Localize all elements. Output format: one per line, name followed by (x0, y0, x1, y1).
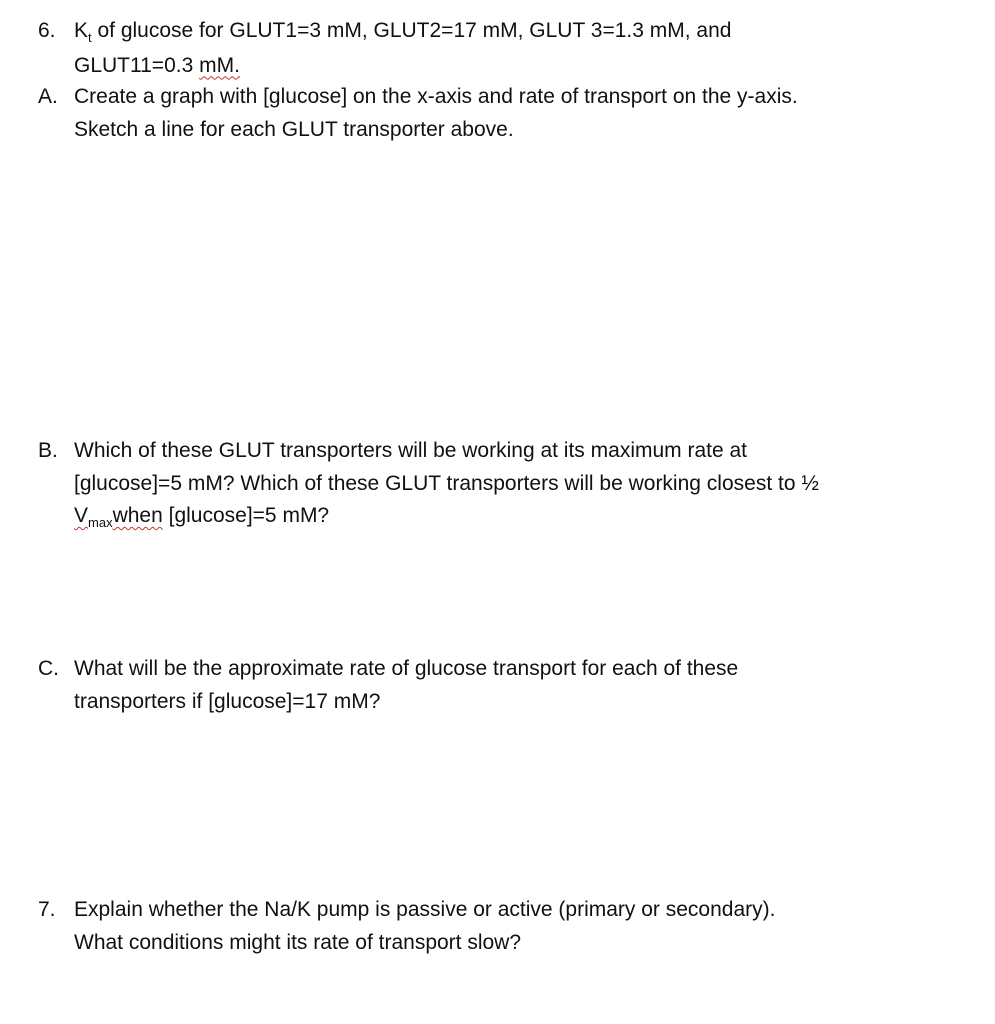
vmax-subscript: max (88, 515, 113, 530)
question-6c-line-1: What will be the approximate rate of glucose transport for each of these (74, 657, 739, 680)
question-7-text (74, 894, 938, 959)
question-6b-line-2: [glucose]=5 mM? Which of these GLUT transporters will be working closest to ½ (74, 471, 819, 495)
question-6-line-1-rest: of glucose for GLUT1=3 mM, GLUT2=17 mM, GLUT 3=1.3 mM, and (91, 19, 732, 42)
question-6b-line-3 (74, 500, 938, 535)
question-6c (38, 653, 938, 718)
question-6a (38, 81, 938, 146)
vmax-when-word: when (112, 504, 163, 527)
question-6c-letter: C. (38, 657, 59, 680)
question-6b-text (74, 435, 938, 535)
spellcheck-flagged-word: mM. (199, 53, 240, 77)
question-7-number: 7. (38, 898, 56, 921)
kt-subscript: t (88, 30, 92, 45)
question-6 (38, 15, 938, 82)
question-6a-letter: A. (38, 85, 58, 108)
kt-symbol: K (74, 19, 89, 42)
vmax-flagged-text (74, 504, 163, 530)
question-6-number: 6. (38, 19, 56, 42)
question-6b-line-1: Which of these GLUT transporters will be working at its maximum rate at (74, 439, 748, 462)
question-6-line-2-prefix: GLUT11=0.3 (74, 53, 200, 77)
question-6b-letter: B. (38, 439, 58, 462)
question-6b-line-3-rest: [glucose]=5 mM? (162, 504, 330, 527)
question-6b (38, 435, 938, 535)
question-6c-line-2: transporters if [glucose]=17 mM? (74, 689, 381, 713)
question-7-line-1: Explain whether the Na/K pump is passive or active (primary or secondary). (74, 898, 776, 921)
question-6a-line-1: Create a graph with [glucose] on the x-axis and rate of transport on the y-axis. (74, 85, 798, 108)
question-6a-line-2: Sketch a line for each GLUT transporter above. (74, 117, 514, 141)
question-6c-text (74, 653, 938, 718)
question-6-line-2 (74, 50, 938, 83)
question-6a-text (74, 81, 938, 146)
question-7 (38, 894, 938, 959)
question-6-line-1 (74, 15, 938, 50)
question-6-text (74, 15, 938, 82)
vmax-symbol: V (74, 504, 89, 527)
question-7-line-2: What conditions might its rate of transport slow? (74, 930, 522, 954)
